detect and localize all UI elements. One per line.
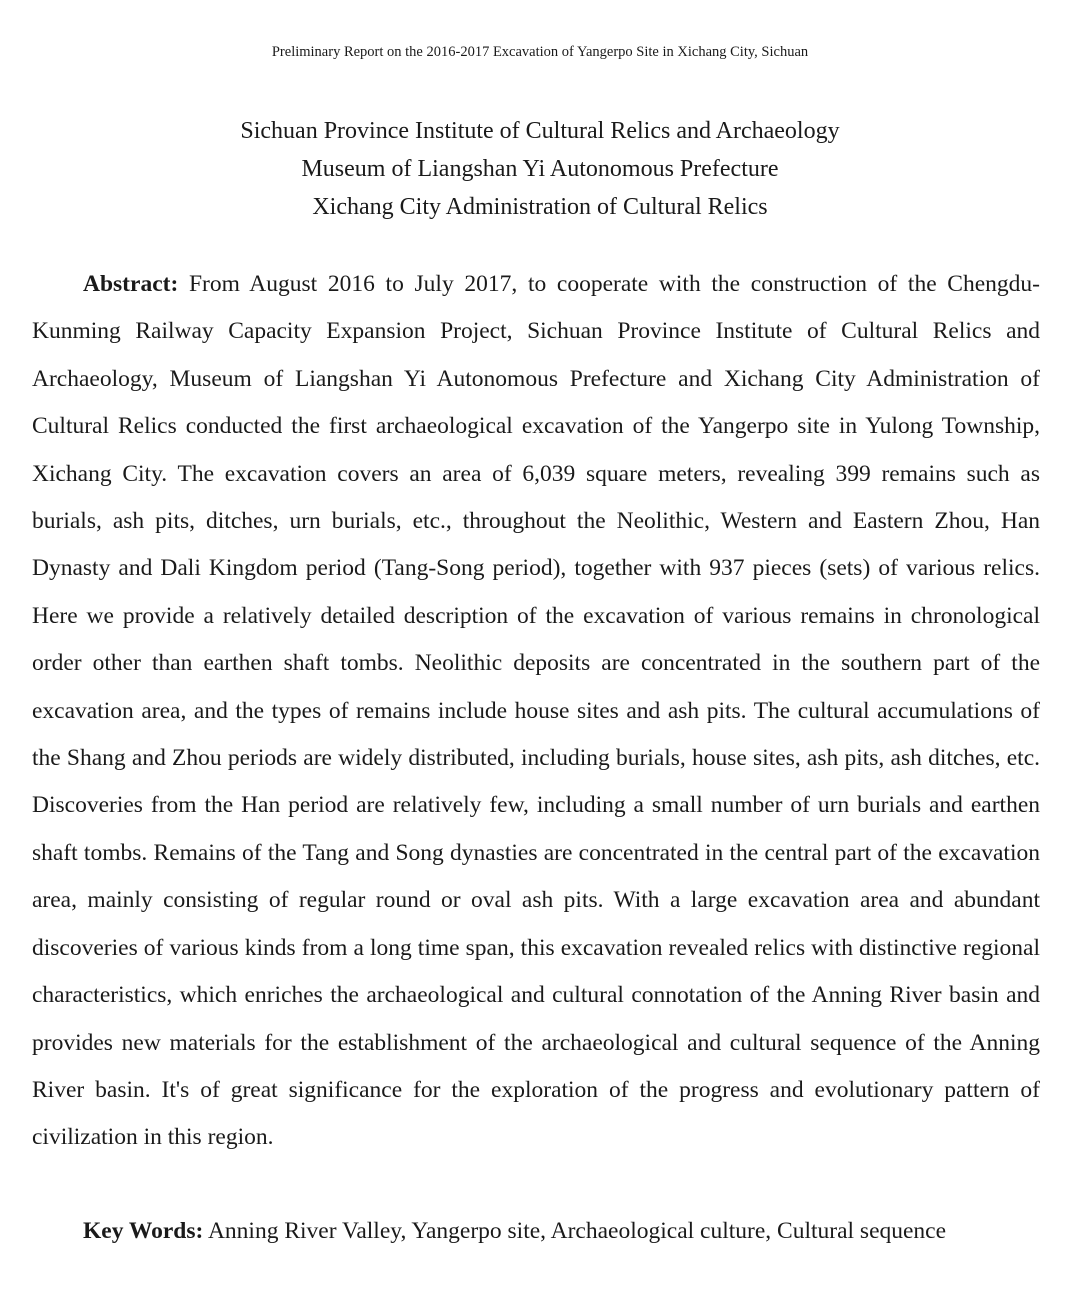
affiliation-line: Sichuan Province Institute of Cultural Relics and Archaeology: [240, 118, 840, 144]
keywords-label: Key Words:: [83, 1218, 204, 1244]
abstract-label: Abstract:: [83, 271, 179, 297]
affiliation-line: Museum of Liangshan Yi Autonomous Prefecture: [301, 156, 779, 182]
keywords-text: Anning River Valley, Yangerpo site, Archaeological culture, Cultural sequence: [207, 1218, 947, 1244]
abstract-text: From August 2016 to July 2017, to cooperate with the construction of the Chengdu-Kunming Railway Capacity Expansion Project, Sichuan Province Institute of Cultural Relics and Archaeology, Museum of Liangshan Yi Autonomous Prefecture and Xichang City Administration of Cultural Relics conducted the first archaeological excavation of the Yangerpo site in Yulong Township, Xichang City. The excavation covers an area of 6,039 square meters, revealing 399 remains such as burials, ash pits, ditches, urn burials, etc., throughout the Neolithic, Western and Eastern Zhou, Han Dynasty and Dali Kingdom period (Tang-Song period), together with 937 pieces (sets) of various relics. Here we provide a relatively detailed description of the excavation of various remains in chronological order other than earthen shaft tombs. Neolithic deposits are concentrated in the southern part of the excavation area, and the types of remains include house sites and ash pits. The cultural accumulations of the Shang and Zhou periods are widely distributed, including burials, house sites, ash pits, ash ditches, etc. Discoveries from the Han period are relatively few, including a small number of urn burials and earthen shaft tombs. Remains of the Tang and Song dynasties are concentrated in the central part of the excavation area, mainly consisting of regular round or oval ash pits. With a large excavation area and abundant discoveries of various kinds from a long time span, this excavation revealed relics with distinctive regional characteristics, which enriches the archaeological and cultural connotation of the Anning River basin and provides new materials for the establishment of the archaeological and cultural sequence of the Anning River basin. It's of great significance for the exploration of the progress and evolutionary pattern of civilization in this region.: [32, 271, 1040, 1151]
affiliation-line: Xichang City Administration of Cultural Relics: [312, 194, 768, 220]
paper-title: Preliminary Report on the 2016-2017 Excavation of Yangerpo Site in Xichang City, Sichuan: [271, 44, 809, 60]
keywords-paragraph: [32, 1208, 1040, 1255]
author-affiliations: [0, 112, 1080, 226]
abstract-paragraph: [32, 261, 1040, 1162]
